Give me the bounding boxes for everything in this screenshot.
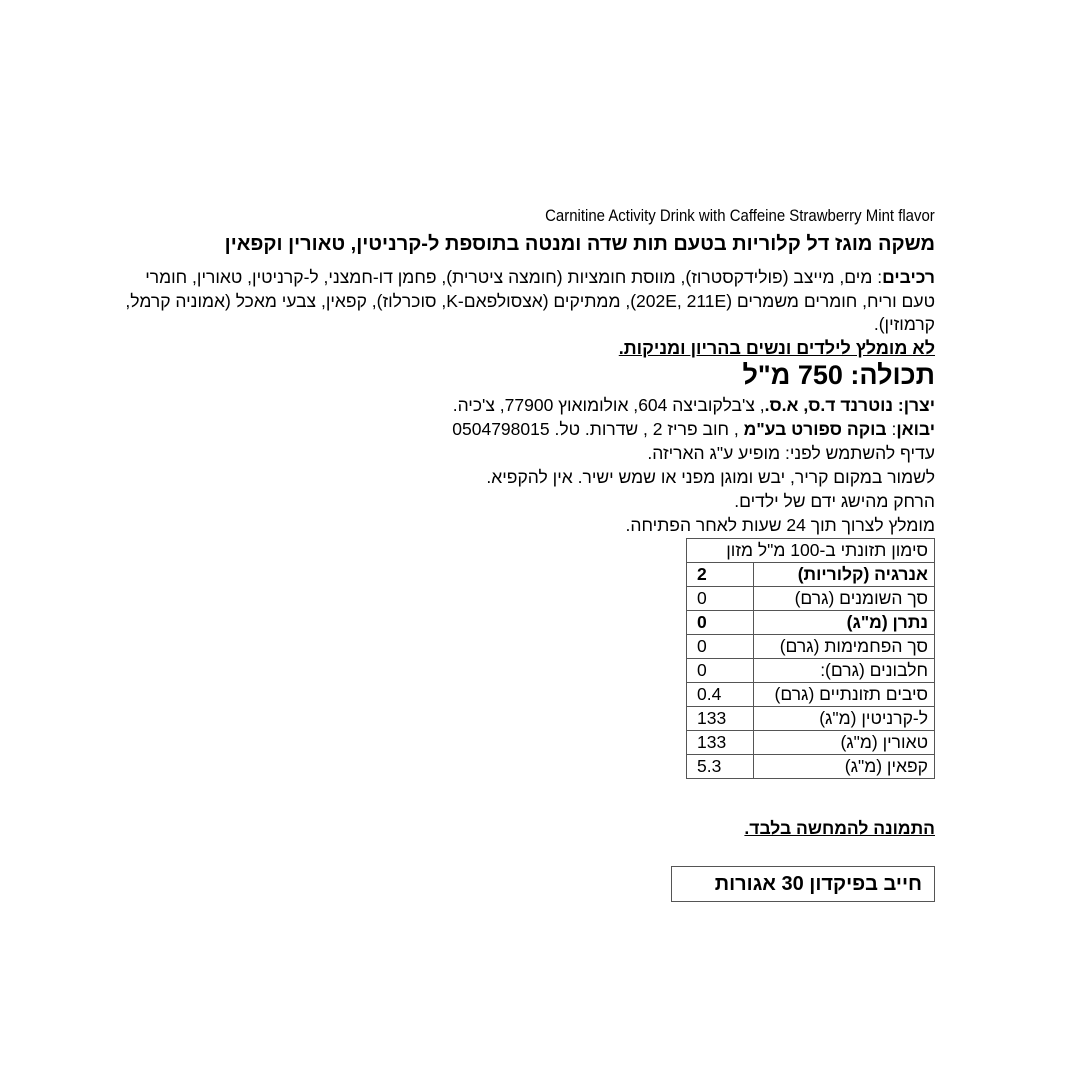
english-product-name: Carnitine Activity Drink with Caffeine Strawberry Mint flavor	[545, 206, 935, 225]
importer-line	[452, 419, 935, 440]
nutrition-label: סך הפחמימות (גרם)	[754, 635, 935, 659]
nutrition-row	[687, 683, 935, 707]
nutrition-label: סך השומנים (גרם)	[754, 587, 935, 611]
nutrition-row	[687, 755, 935, 779]
nutrition-value: 0	[687, 659, 754, 683]
deposit-box: חייב בפיקדון 30 אגורות	[671, 866, 935, 902]
storage-line: לשמור במקום קריר, יבש ומוגן מפני או שמש ישיר. אין להקפיא.	[486, 467, 935, 487]
nutrition-label: חלבונים (גרם):	[754, 659, 935, 683]
manufacturer-line	[453, 395, 935, 416]
nutrition-label: ל-קרניטין (מ"ג)	[754, 707, 935, 731]
nutrition-value: 0.4	[687, 683, 754, 707]
manufacturer-address: , צ'בלקוביצה 604, אולומואוץ 77900, צ'כיה.	[452, 395, 765, 415]
importer-label: יבואן	[896, 419, 935, 439]
nutrition-value: 133	[687, 707, 754, 731]
nutrition-label: טאורין (מ"ג)	[754, 731, 935, 755]
nutrition-value: 0	[687, 635, 754, 659]
nutrition-value: 0	[687, 611, 754, 635]
nutrition-row	[687, 587, 935, 611]
nutrition-header-row	[687, 539, 935, 563]
warning-text: לא מומלץ לילדים ונשים בהריון ומניקות.	[618, 338, 935, 358]
nutrition-row	[687, 707, 935, 731]
volume-text: תכולה: 750 מ"ל	[742, 360, 935, 390]
nutrition-label: סיבים תזונתיים (גרם)	[754, 683, 935, 707]
children-line: הרחק מהישג ידם של ילדים.	[734, 491, 935, 511]
importer-name: בוקה ספורט בע"מ	[743, 419, 887, 439]
nutrition-row	[687, 563, 935, 587]
nutrition-value: 5.3	[687, 755, 754, 779]
nutrition-header: סימון תזונתי ב-100 מ"ל מזון	[687, 539, 935, 563]
illustration-note: התמונה להמחשה בלבד.	[744, 818, 935, 838]
ingredients-paragraph	[123, 266, 935, 337]
nutrition-label: קפאין (מ"ג)	[754, 755, 935, 779]
importer-address: , חוב פריז 2 , שדרות. טל. 0504798015	[452, 419, 744, 439]
nutrition-row	[687, 731, 935, 755]
nutrition-label: נתרן (מ"ג)	[754, 611, 935, 635]
ingredients-text: : מים, מייצב (פולידקסטרוז), מווסת חומציות (חומצה ציטרית), פחמן דו-חמצני, ל-קרניטין, טאורין, חומרי טעם וריח, חומרים משמרים (202E, 211E), ממתיקים (אצסולפאם-K, סוכרלוז), קפאין, צבעי מאכל (אמוניה קרמל, קרמוזין).	[125, 267, 935, 334]
consume-line: מומלץ לצרוך תוך 24 שעות לאחר הפתיחה.	[625, 515, 935, 535]
importer-colon: :	[886, 419, 897, 439]
nutrition-row	[687, 659, 935, 683]
nutrition-row	[687, 611, 935, 635]
nutrition-value: 2	[687, 563, 754, 587]
nutrition-value: 133	[687, 731, 754, 755]
nutrition-value: 0	[687, 587, 754, 611]
nutrition-row	[687, 635, 935, 659]
product-title: משקה מוגז דל קלוריות בטעם תות שדה ומנטה בתוספת ל-קרניטין, טאורין וקפאין	[224, 233, 935, 255]
nutrition-table	[686, 538, 935, 779]
manufacturer-label: יצרן: נוטרנד ד.ס, א.ס.	[764, 395, 935, 415]
nutrition-label: אנרגיה (קלוריות)	[754, 563, 935, 587]
ingredients-label: רכיבים	[882, 267, 935, 287]
best-before-line: עדיף להשתמש לפני: מופיע ע"ג האריזה.	[647, 443, 935, 463]
